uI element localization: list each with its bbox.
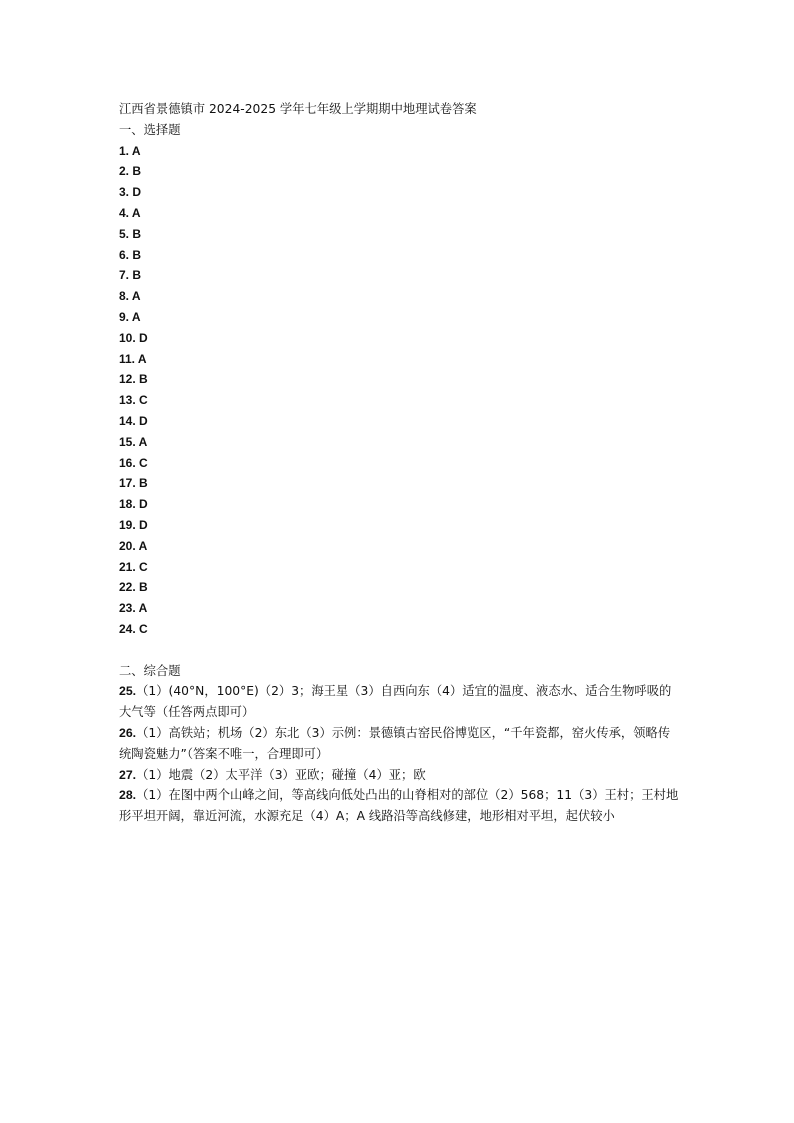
mcq-answer: 16. C [119, 455, 148, 470]
answer-text: （1）高铁站；机场（2）东北（3）示例：景德镇古窑民俗博览区，“千年瓷都，窑火传承，领略传统陶瓷魅力”（答案不唯一，合理即可） [119, 725, 671, 761]
mcq-answer: 7. B [119, 268, 142, 283]
mcq-answer: 14. D [119, 413, 148, 428]
mcq-answer: 22. B [119, 580, 148, 595]
short-answer-item [119, 785, 679, 827]
section-heading-comprehensive: 二、综合题 [119, 663, 181, 678]
mcq-answer: 23. A [119, 601, 148, 616]
document-title: 江西省景德镇市 2024-2025 学年七年级上学期期中地理试卷答案 [119, 102, 477, 116]
mcq-answer: 2. B [119, 164, 142, 179]
mcq-answer: 19. D [119, 517, 148, 532]
mcq-answer: 9. A [119, 309, 141, 324]
section-spacer [119, 640, 679, 661]
mcq-answer: 20. A [119, 538, 148, 553]
mcq-answer: 11. A [119, 351, 147, 366]
mcq-answer: 5. B [119, 226, 142, 241]
short-answer-item [119, 765, 679, 786]
answer-text: （1）地震（2）太平洋（3）亚欧；碰撞（4）亚；欧 [136, 767, 426, 782]
short-answer-list [119, 681, 679, 827]
mcq-answer: 17. B [119, 476, 148, 491]
mcq-answer: 24. C [119, 621, 148, 636]
mcq-answer: 3. D [119, 185, 142, 200]
mcq-answer: 6. B [119, 247, 142, 262]
mcq-answer: 13. C [119, 393, 148, 408]
answer-text: （1）在图中两个山峰之间，等高线向低处凸出的山脊相对的部位（2）568；11（3）王村；王村地形平坦开阔，靠近河流，水源充足（4）A；A 线路沿等高线修建，地形相对平坦，起伏较小 [119, 788, 679, 824]
mcq-answer: 8. A [119, 289, 141, 304]
answer-text: （1）(40°N，100°E)（2）3；海王星（3）自西向东（4）适宜的温度、液态水、适合生物呼吸的大气等（任答两点即可） [119, 684, 672, 720]
multiple-choice-answer-list [119, 141, 679, 640]
mcq-answer: 21. C [119, 559, 148, 574]
question-number: 27. [119, 767, 137, 782]
section-heading-multiple-choice: 一、选择题 [119, 122, 181, 137]
document-content [119, 99, 679, 827]
mcq-answer: 12. B [119, 372, 148, 387]
mcq-answer: 18. D [119, 497, 148, 512]
question-number: 26. [119, 725, 137, 740]
mcq-answer: 1. A [119, 143, 141, 158]
mcq-answer: 10. D [119, 330, 148, 345]
mcq-answer: 15. A [119, 434, 148, 449]
question-number: 25. [119, 684, 137, 699]
short-answer-item [119, 681, 679, 723]
mcq-answer: 4. A [119, 205, 141, 220]
question-number: 28. [119, 788, 137, 803]
short-answer-item [119, 723, 679, 765]
